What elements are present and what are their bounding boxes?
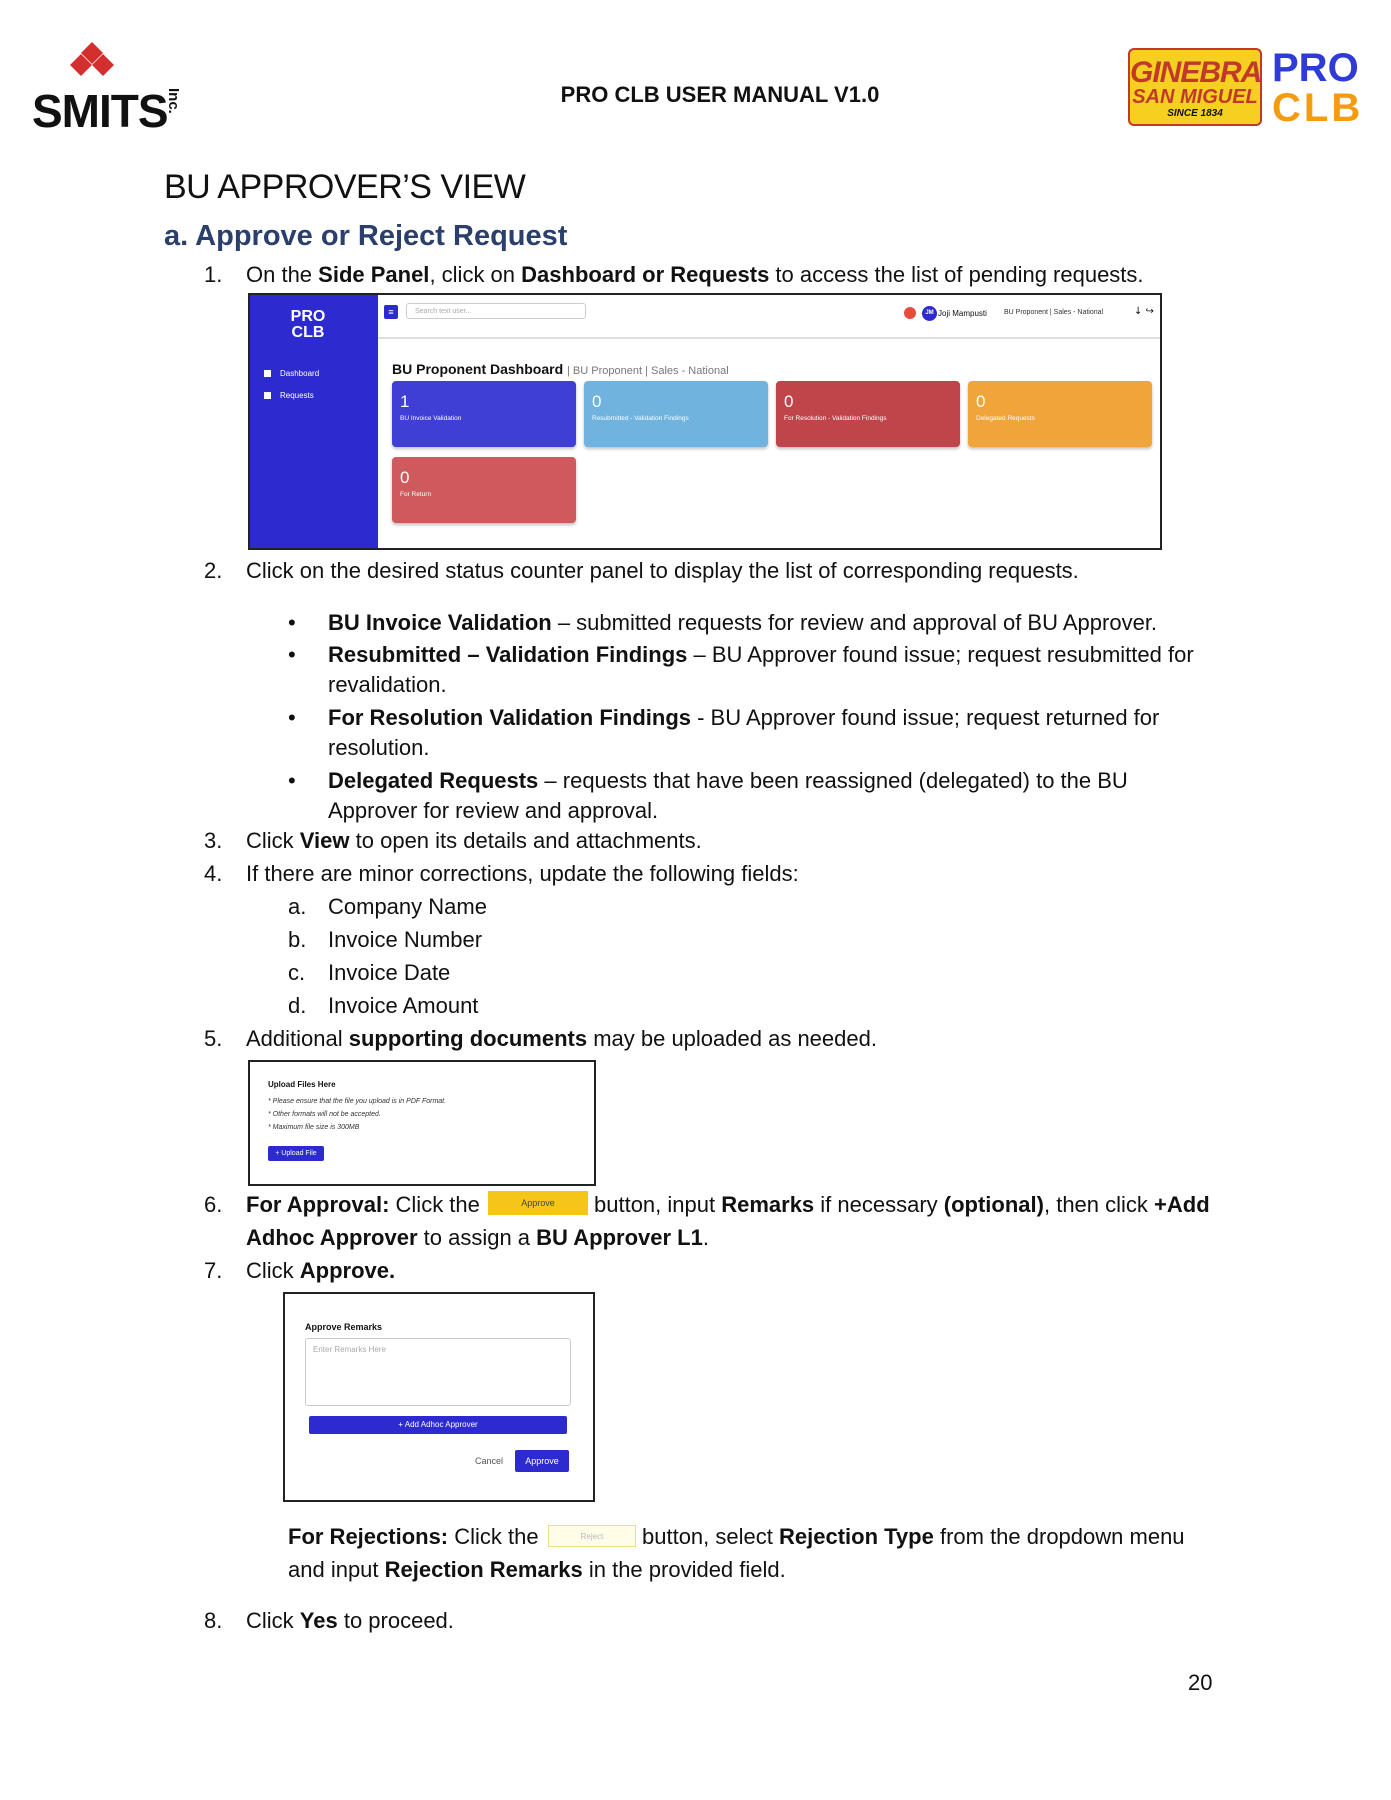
- upload-files-screenshot: [248, 1060, 596, 1186]
- step-1-text: On the Side Panel, click on Dashboard or Requests to access the list of pending requests.: [246, 262, 1144, 287]
- step-8-text: Click Yes to proceed.: [246, 1608, 454, 1633]
- page-number: 20: [1188, 1670, 1213, 1695]
- menu-toggle-button[interactable]: ≡: [384, 305, 398, 319]
- dashboard-top-bar: [378, 295, 1160, 339]
- logout-icon[interactable]: ↓ ↪: [1134, 306, 1154, 317]
- bullet-item-continuation: revalidation.: [328, 672, 447, 697]
- ginebra-san-miguel-logo: [1128, 48, 1262, 126]
- upload-note: * Other formats will not be accepted.: [268, 1111, 381, 1118]
- step-6-text-c: Adhoc Approver to assign a BU Approver L1.: [246, 1225, 709, 1250]
- upload-file-button[interactable]: + Upload File: [268, 1146, 324, 1161]
- upload-title: Upload Files Here: [268, 1080, 336, 1089]
- folder-icon: [264, 392, 271, 399]
- dashboard-logo: PRO CLB: [290, 308, 326, 341]
- rejection-text-a: For Rejections: Click the: [288, 1524, 539, 1549]
- step-number: 2.: [204, 558, 223, 583]
- smits-logo-text: SMITS: [32, 85, 168, 137]
- status-card-count: 0: [976, 392, 986, 411]
- user-role: BU Proponent | Sales - National: [1004, 309, 1104, 316]
- ginebra-logo-line2: SAN MIGUEL: [1132, 86, 1258, 108]
- field-invoice-amount: Invoice Amount: [328, 993, 479, 1018]
- step-6-text-b: button, input Remarks if necessary (optional), then click +Add: [594, 1192, 1210, 1217]
- upload-note: * Maximum file size is 300MB: [268, 1124, 360, 1131]
- search-input[interactable]: Search text user...: [406, 303, 586, 319]
- reject-button[interactable]: Reject: [548, 1525, 636, 1547]
- status-card[interactable]: [776, 381, 960, 447]
- pro-clb-logo-line1: PRO: [1272, 46, 1359, 90]
- bullet-dot: •: [288, 642, 296, 667]
- approve-remarks-screenshot: [283, 1292, 595, 1502]
- document-header-title: PRO CLB USER MANUAL V1.0: [560, 82, 880, 107]
- status-card[interactable]: [968, 381, 1152, 447]
- step-number: 7.: [204, 1258, 223, 1283]
- status-card[interactable]: [584, 381, 768, 447]
- side-nav-dashboard[interactable]: Dashboard: [264, 369, 319, 378]
- status-card-label: For Resolution - Validation Findings: [784, 415, 887, 422]
- step-4-text: If there are minor corrections, update the following fields:: [246, 861, 799, 886]
- approve-button[interactable]: Approve: [488, 1191, 588, 1215]
- status-card[interactable]: [392, 381, 576, 447]
- status-card-count: 0: [400, 468, 410, 487]
- status-card[interactable]: [392, 457, 576, 523]
- dashboard-icon: [264, 370, 271, 377]
- bullet-item: Resubmitted – Validation Findings – BU Approver found issue; request resubmitted for: [328, 642, 1194, 667]
- step-number: 8.: [204, 1608, 223, 1633]
- add-adhoc-approver-button[interactable]: + Add Adhoc Approver: [309, 1416, 567, 1434]
- user-name: Joji Mampusti: [938, 309, 987, 318]
- step-number: 5.: [204, 1026, 223, 1051]
- smits-logo: [32, 40, 198, 137]
- pro-clb-logo: [1272, 48, 1372, 128]
- dashboard-screenshot: [248, 293, 1162, 550]
- smits-diamond-icon: [70, 42, 114, 86]
- field-invoice-number: Invoice Number: [328, 927, 483, 952]
- field-letter: b.: [288, 927, 307, 952]
- bullet-dot: •: [288, 768, 296, 793]
- bullet-item-continuation: resolution.: [328, 735, 430, 760]
- smits-logo-suffix: Inc.: [165, 88, 182, 114]
- dashboard-side-panel: [250, 295, 378, 548]
- field-letter: a.: [288, 894, 307, 919]
- step-2-text: Click on the desired status counter panel to display the list of corresponding requests.: [246, 558, 1079, 583]
- remarks-textarea[interactable]: Enter Remarks Here: [305, 1338, 571, 1406]
- bullet-item: BU Invoice Validation – submitted requests for review and approval of BU Approver.: [328, 610, 1158, 635]
- side-nav-requests[interactable]: Requests: [264, 391, 314, 400]
- status-card-count: 1: [400, 392, 410, 411]
- status-card-count: 0: [784, 392, 794, 411]
- step-6-text-a: For Approval: Click the: [246, 1192, 480, 1217]
- approve-remarks-title: Approve Remarks: [305, 1322, 383, 1332]
- subsection-title: a. Approve or Reject Request: [164, 220, 568, 252]
- notification-icon[interactable]: [904, 307, 916, 319]
- status-card-label: Delegated Requests: [976, 415, 1035, 422]
- bullet-item-continuation: Approver for review and approval.: [328, 798, 659, 823]
- bullet-item: Delegated Requests – requests that have been reassigned (delegated) to the BU: [328, 768, 1128, 793]
- step-number: 3.: [204, 828, 223, 853]
- step-number: 4.: [204, 861, 223, 886]
- rejection-text-b: button, select Rejection Type from the dropdown menu: [642, 1524, 1185, 1549]
- status-card-count: 0: [592, 392, 602, 411]
- step-number: 1.: [204, 262, 223, 287]
- avatar[interactable]: JM: [922, 306, 937, 321]
- step-number: 6.: [204, 1192, 223, 1217]
- bullet-dot: •: [288, 610, 296, 635]
- ginebra-logo-line1: GINEBRA: [1130, 56, 1262, 89]
- section-title: BU APPROVER’S VIEW: [164, 168, 526, 206]
- bullet-item: For Resolution Validation Findings - BU Approver found issue; request returned for: [328, 705, 1160, 730]
- step-7-text: Click Approve.: [246, 1258, 396, 1283]
- field-letter: d.: [288, 993, 307, 1018]
- bullet-dot: •: [288, 705, 296, 730]
- field-letter: c.: [288, 960, 306, 985]
- approve-confirm-button[interactable]: Approve: [515, 1450, 569, 1472]
- step-5-text: Additional supporting documents may be uploaded as needed.: [246, 1026, 877, 1051]
- pro-clb-logo-line2: CLB: [1272, 86, 1364, 130]
- status-card-label: For Return: [400, 491, 432, 498]
- cancel-button[interactable]: Cancel: [474, 1456, 503, 1466]
- field-invoice-date: Invoice Date: [328, 960, 451, 985]
- ginebra-logo-line3: SINCE 1834: [1167, 108, 1223, 119]
- step-3-text: Click View to open its details and attachments.: [246, 828, 702, 853]
- dashboard-title: BU Proponent Dashboard | BU Proponent | Sales - National: [392, 361, 729, 377]
- rejection-text-c: and input Rejection Remarks in the provided field.: [288, 1557, 786, 1582]
- upload-note: * Please ensure that the file you upload is in PDF Format.: [268, 1098, 447, 1105]
- status-card-label: BU Invoice Validation: [400, 415, 462, 422]
- field-company-name: Company Name: [328, 894, 487, 919]
- status-card-label: Resubmitted - Validation Findings: [592, 415, 689, 422]
